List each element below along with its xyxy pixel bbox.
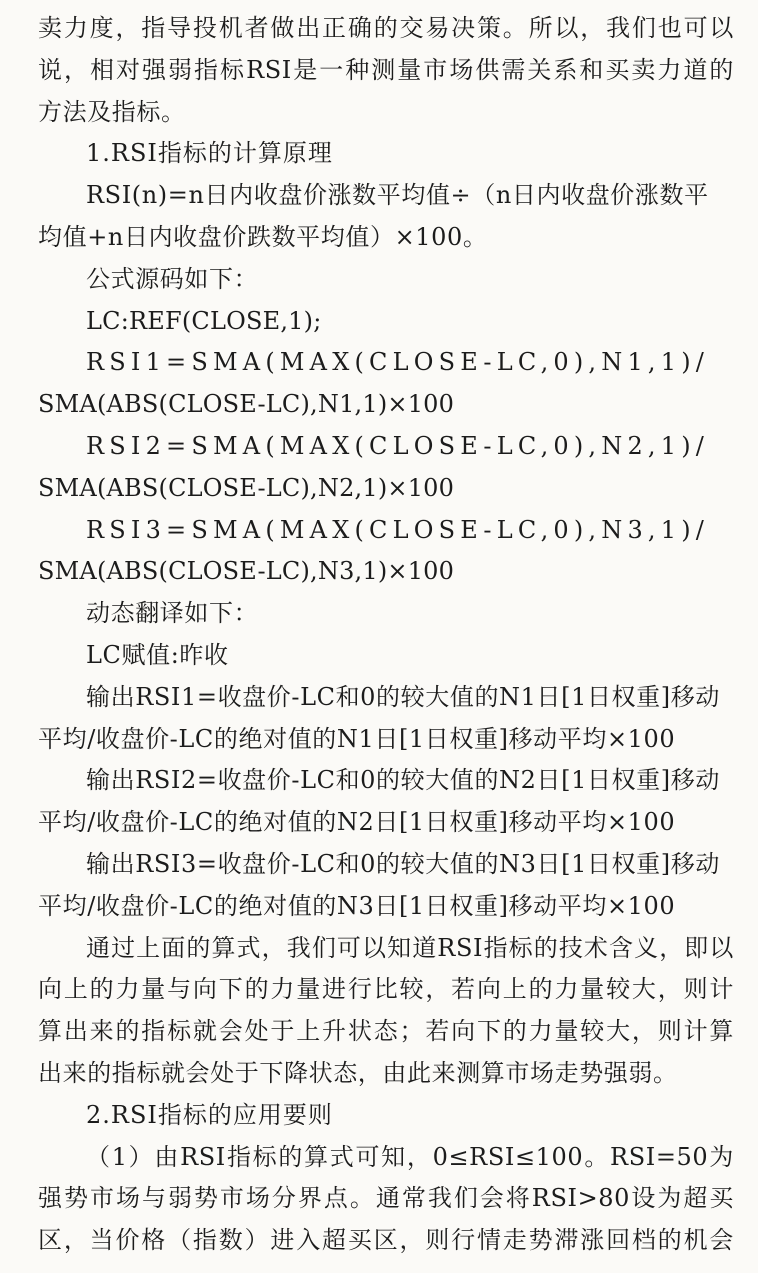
text-line: 方法及指标。 bbox=[38, 97, 186, 126]
text-line: RSI1=SMA(MAX(CLOSE-LC,0),N1,1)/ bbox=[86, 348, 710, 377]
text-line: 平均/收盘价-LC的绝对值的N2日[1日权重]移动平均×100 bbox=[38, 808, 676, 837]
text-line: 输出RSI2=收盘价-LC和0的较大值的N2日[1日权重]移动 bbox=[86, 766, 720, 795]
text-line: （1）由RSI指标的算式可知，0≤RSI≤100。RSI=50为 bbox=[86, 1142, 734, 1171]
text-line: LC赋值:昨收 bbox=[86, 640, 229, 669]
text-line: 出来的指标就会处于下降状态，由此来测算市场走势强弱。 bbox=[38, 1058, 678, 1087]
text-line: 2.RSI指标的应用要则 bbox=[86, 1100, 333, 1129]
text-line: 1.RSI指标的计算原理 bbox=[86, 139, 333, 168]
text-line: 说，相对强弱指标RSI是一种测量市场供需关系和买卖力道的 bbox=[38, 55, 734, 84]
text-line: 通过上面的算式，我们可以知道RSI指标的技术含义，即以 bbox=[86, 933, 734, 962]
text-line: 区，当价格（指数）进入超买区，则行情走势滞涨回档的机会 bbox=[38, 1226, 734, 1255]
text-line: SMA(ABS(CLOSE-LC),N3,1)×100 bbox=[38, 557, 455, 586]
text-line: 动态翻译如下： bbox=[86, 599, 259, 628]
text-line: 输出RSI1=收盘价-LC和0的较大值的N1日[1日权重]移动 bbox=[86, 682, 720, 711]
text-line: LC:REF(CLOSE,1); bbox=[86, 306, 322, 335]
text-line: 算出来的指标就会处于上升状态；若向下的力量较大，则计算 bbox=[38, 1017, 734, 1046]
text-line: 平均/收盘价-LC的绝对值的N3日[1日权重]移动平均×100 bbox=[38, 891, 676, 920]
text-line: RSI(n)=n日内收盘价涨数平均值÷（n日内收盘价涨数平 bbox=[86, 181, 709, 210]
text-line: 输出RSI3=收盘价-LC和0的较大值的N3日[1日权重]移动 bbox=[86, 849, 720, 878]
text-line: 公式源码如下： bbox=[86, 264, 259, 293]
text-line: 强势市场与弱势市场分界点。通常我们会将RSI>80设为超买 bbox=[38, 1184, 734, 1213]
text-line: 均值+n日内收盘价跌数平均值）×100。 bbox=[38, 222, 488, 251]
text-line: RSI2=SMA(MAX(CLOSE-LC,0),N2,1)/ bbox=[86, 431, 710, 460]
text-line: 卖力度，指导投机者做出正确的交易决策。所以，我们也可以 bbox=[38, 14, 734, 42]
text-line: SMA(ABS(CLOSE-LC),N1,1)×100 bbox=[38, 390, 455, 419]
text-line: SMA(ABS(CLOSE-LC),N2,1)×100 bbox=[38, 473, 455, 502]
text-line: 平均/收盘价-LC的绝对值的N1日[1日权重]移动平均×100 bbox=[38, 724, 676, 753]
text-line: RSI3=SMA(MAX(CLOSE-LC,0),N3,1)/ bbox=[86, 515, 710, 544]
text-line: 向上的力量与向下的力量进行比较，若向上的力量较大，则计 bbox=[38, 975, 734, 1004]
